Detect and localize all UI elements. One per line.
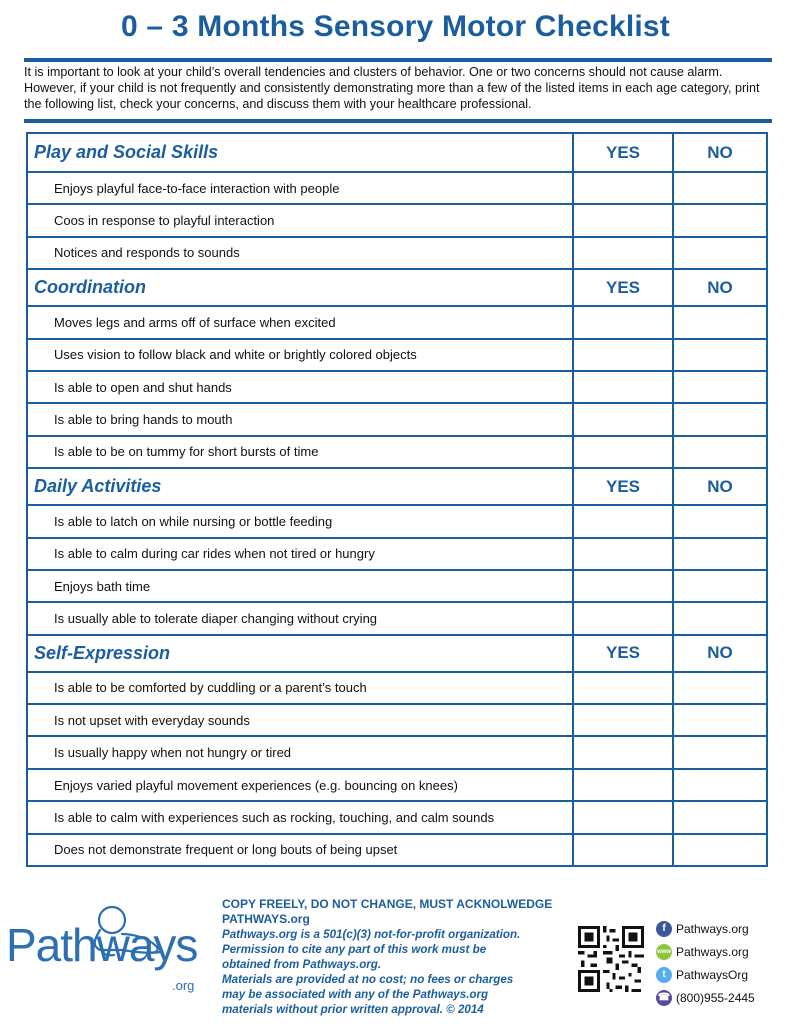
no-checkbox-cell[interactable] bbox=[674, 835, 766, 865]
checklist-item-row bbox=[28, 338, 766, 370]
intro-divider bbox=[24, 119, 772, 123]
contact-item[interactable] bbox=[656, 917, 786, 940]
twitter-icon: t bbox=[656, 967, 672, 983]
checklist-item-text: Uses vision to follow black and white or brightly colored objects bbox=[54, 347, 417, 363]
checklist-item-row bbox=[28, 537, 766, 569]
no-checkbox-cell[interactable] bbox=[674, 506, 766, 536]
section-heading: Coordination bbox=[34, 277, 146, 298]
qr-code-icon[interactable] bbox=[578, 926, 644, 992]
checklist-item-cell bbox=[28, 802, 574, 832]
checklist-item-row bbox=[28, 171, 766, 203]
yes-checkbox-cell[interactable] bbox=[574, 539, 674, 569]
checklist-item-text: Enjoys bath time bbox=[54, 578, 151, 594]
pathways-logo-suffix: .org bbox=[172, 978, 195, 993]
yes-checkbox-cell[interactable] bbox=[574, 238, 674, 268]
section-heading-cell bbox=[28, 270, 574, 305]
no-checkbox-cell[interactable] bbox=[674, 705, 766, 735]
checklist-item-cell bbox=[28, 673, 574, 703]
checklist-item-text: Is not upset with everyday sounds bbox=[54, 712, 250, 728]
section-header-row bbox=[28, 134, 766, 171]
checklist-item-row bbox=[28, 435, 766, 467]
checklist-item-row bbox=[28, 671, 766, 703]
no-checkbox-cell[interactable] bbox=[674, 539, 766, 569]
section-heading-cell bbox=[28, 469, 574, 504]
contact-item[interactable] bbox=[656, 963, 786, 986]
checklist-item-row bbox=[28, 569, 766, 601]
contact-text: PathwaysOrg bbox=[676, 967, 749, 982]
yes-checkbox-cell[interactable] bbox=[574, 705, 674, 735]
yes-label: YES bbox=[605, 643, 641, 663]
yes-column-header bbox=[574, 636, 674, 671]
contact-item[interactable] bbox=[656, 940, 786, 963]
no-column-header bbox=[674, 636, 766, 671]
no-label: NO bbox=[707, 476, 733, 496]
yes-checkbox-cell[interactable] bbox=[574, 802, 674, 832]
section-header-row bbox=[28, 268, 766, 305]
checklist-item-row bbox=[28, 305, 766, 337]
yes-checkbox-cell[interactable] bbox=[574, 340, 674, 370]
checklist-item-text: Enjoys varied playful movement experiences (e.g. bouncing on knees) bbox=[54, 777, 458, 793]
section-heading: Self-Expression bbox=[34, 642, 171, 663]
no-label: NO bbox=[707, 643, 733, 663]
section-heading-cell bbox=[28, 636, 574, 671]
facebook-icon: f bbox=[656, 921, 672, 937]
yes-checkbox-cell[interactable] bbox=[574, 173, 674, 203]
legal-notice bbox=[222, 897, 582, 1017]
legal-line: Permission to cite any part of this work must be bbox=[222, 943, 487, 956]
legal-line: Pathways.org is a 501(c)(3) not-for-profit organization. bbox=[222, 928, 521, 941]
legal-heading: COPY FREELY, DO NOT CHANGE, MUST ACKNOLWEDGE PATHWAYS.org bbox=[222, 897, 553, 926]
contact-text: (800)955-2445 bbox=[676, 990, 755, 1005]
legal-line: obtained from Pathways.org. bbox=[222, 958, 382, 971]
checklist-item-cell bbox=[28, 737, 574, 767]
checklist-item-cell bbox=[28, 437, 574, 467]
yes-column-header bbox=[574, 469, 674, 504]
checklist-item-cell bbox=[28, 770, 574, 800]
yes-label: YES bbox=[605, 142, 641, 162]
checklist-item-text: Is able to latch on while nursing or bottle feeding bbox=[54, 513, 333, 529]
section-heading: Daily Activities bbox=[34, 476, 162, 497]
no-checkbox-cell[interactable] bbox=[674, 437, 766, 467]
no-checkbox-cell[interactable] bbox=[674, 673, 766, 703]
yes-label: YES bbox=[605, 476, 641, 496]
checklist-item-text: Does not demonstrate frequent or long bouts of being upset bbox=[54, 842, 398, 858]
yes-checkbox-cell[interactable] bbox=[574, 603, 674, 633]
section-header-row bbox=[28, 634, 766, 671]
section-heading: Play and Social Skills bbox=[34, 142, 219, 162]
yes-checkbox-cell[interactable] bbox=[574, 835, 674, 865]
checklist-item-row bbox=[28, 703, 766, 735]
yes-checkbox-cell[interactable] bbox=[574, 372, 674, 402]
checklist-item-row bbox=[28, 768, 766, 800]
no-checkbox-cell[interactable] bbox=[674, 340, 766, 370]
checklist-table bbox=[26, 132, 768, 867]
phone-icon: ☎ bbox=[656, 990, 672, 1006]
intro-paragraph: It is important to look at your child’s overall tendencies and clusters of behavior. One or two concerns should not cause alarm. However, if your child is not frequently and consistently demonstrating more than a few of the listed items in each age category, print the following list, check your concerns, and discuss them with your healthcare professional. bbox=[24, 65, 760, 111]
checklist-item-row bbox=[28, 402, 766, 434]
checklist-item-cell bbox=[28, 705, 574, 735]
no-label: NO bbox=[707, 142, 733, 162]
yes-column-header bbox=[574, 134, 674, 171]
checklist-item-text: Enjoys playful face-to-face interaction with people bbox=[54, 180, 340, 196]
checklist-item-cell bbox=[28, 539, 574, 569]
section-header-row bbox=[28, 467, 766, 504]
checklist-item-cell bbox=[28, 404, 574, 434]
checklist-item-row bbox=[28, 833, 766, 865]
yes-checkbox-cell[interactable] bbox=[574, 770, 674, 800]
legal-line: materials without prior written approval. © 2014 bbox=[222, 1003, 484, 1016]
checklist-item-text: Moves legs and arms off of surface when excited bbox=[54, 314, 336, 330]
checklist-item-text: Is able to open and shut hands bbox=[54, 379, 232, 395]
checklist-item-row bbox=[28, 236, 766, 268]
checklist-item-row bbox=[28, 504, 766, 536]
checklist-item-cell bbox=[28, 603, 574, 633]
no-column-header bbox=[674, 270, 766, 305]
yes-checkbox-cell[interactable] bbox=[574, 673, 674, 703]
checklist-item-cell bbox=[28, 173, 574, 203]
no-checkbox-cell[interactable] bbox=[674, 737, 766, 767]
no-label: NO bbox=[707, 277, 733, 297]
yes-checkbox-cell[interactable] bbox=[574, 404, 674, 434]
checklist-item-cell bbox=[28, 307, 574, 337]
yes-column-header bbox=[574, 270, 674, 305]
yes-checkbox-cell[interactable] bbox=[574, 571, 674, 601]
contact-text: Pathways.org bbox=[676, 944, 749, 959]
pathways-logo-text: Pathways bbox=[6, 919, 198, 971]
contact-item[interactable] bbox=[656, 986, 786, 1009]
checklist-item-row bbox=[28, 800, 766, 832]
no-checkbox-cell[interactable] bbox=[674, 770, 766, 800]
checklist-item-row bbox=[28, 735, 766, 767]
checklist-item-cell bbox=[28, 372, 574, 402]
checklist-item-row bbox=[28, 601, 766, 633]
contact-list bbox=[656, 917, 786, 1009]
yes-checkbox-cell[interactable] bbox=[574, 437, 674, 467]
yes-checkbox-cell[interactable] bbox=[574, 307, 674, 337]
section-heading-cell bbox=[28, 134, 574, 171]
no-checkbox-cell[interactable] bbox=[674, 571, 766, 601]
checklist-item-text: Is able to bring hands to mouth bbox=[54, 412, 233, 428]
no-checkbox-cell[interactable] bbox=[674, 372, 766, 402]
checklist-item-row bbox=[28, 370, 766, 402]
yes-checkbox-cell[interactable] bbox=[574, 205, 674, 235]
no-checkbox-cell[interactable] bbox=[674, 238, 766, 268]
title-divider bbox=[24, 58, 772, 62]
checklist-item-text: Is able to calm during car rides when not tired or hungry bbox=[54, 546, 375, 562]
yes-checkbox-cell[interactable] bbox=[574, 506, 674, 536]
yes-label: YES bbox=[605, 277, 641, 297]
checklist-item-cell bbox=[28, 835, 574, 865]
web-icon: www bbox=[656, 944, 672, 960]
checklist-item-cell bbox=[28, 205, 574, 235]
checklist-item-cell bbox=[28, 238, 574, 268]
yes-checkbox-cell[interactable] bbox=[574, 737, 674, 767]
contact-text: Pathways.org bbox=[676, 921, 749, 936]
checklist-item-text: Coos in response to playful interaction bbox=[54, 213, 275, 229]
checklist-item-text: Is usually happy when not hungry or tired bbox=[54, 745, 292, 761]
no-column-header bbox=[674, 469, 766, 504]
checklist-item-text: Is able to be on tummy for short bursts of time bbox=[54, 444, 319, 460]
checklist-item-text: Is able to be comforted by cuddling or a parent’s touch bbox=[54, 680, 367, 696]
no-column-header bbox=[674, 134, 766, 171]
checklist-item-text: Is able to calm with experiences such as rocking, touching, and calm sounds bbox=[54, 809, 495, 825]
checklist-item-cell bbox=[28, 571, 574, 601]
legal-line: Materials are provided at no cost; no fees or charges bbox=[222, 973, 514, 986]
no-checkbox-cell[interactable] bbox=[674, 404, 766, 434]
no-checkbox-cell[interactable] bbox=[674, 205, 766, 235]
no-checkbox-cell[interactable] bbox=[674, 173, 766, 203]
legal-line: may be associated with any of the Pathways.org bbox=[222, 988, 489, 1001]
no-checkbox-cell[interactable] bbox=[674, 802, 766, 832]
checklist-item-cell bbox=[28, 506, 574, 536]
checklist-item-cell bbox=[28, 340, 574, 370]
no-checkbox-cell[interactable] bbox=[674, 307, 766, 337]
checklist-item-text: Notices and responds to sounds bbox=[54, 245, 240, 261]
no-checkbox-cell[interactable] bbox=[674, 603, 766, 633]
page-title: 0 – 3 Months Sensory Motor Checklist bbox=[121, 10, 670, 43]
checklist-item-row bbox=[28, 203, 766, 235]
checklist-item-text: Is usually able to tolerate diaper changing without crying bbox=[54, 610, 378, 626]
